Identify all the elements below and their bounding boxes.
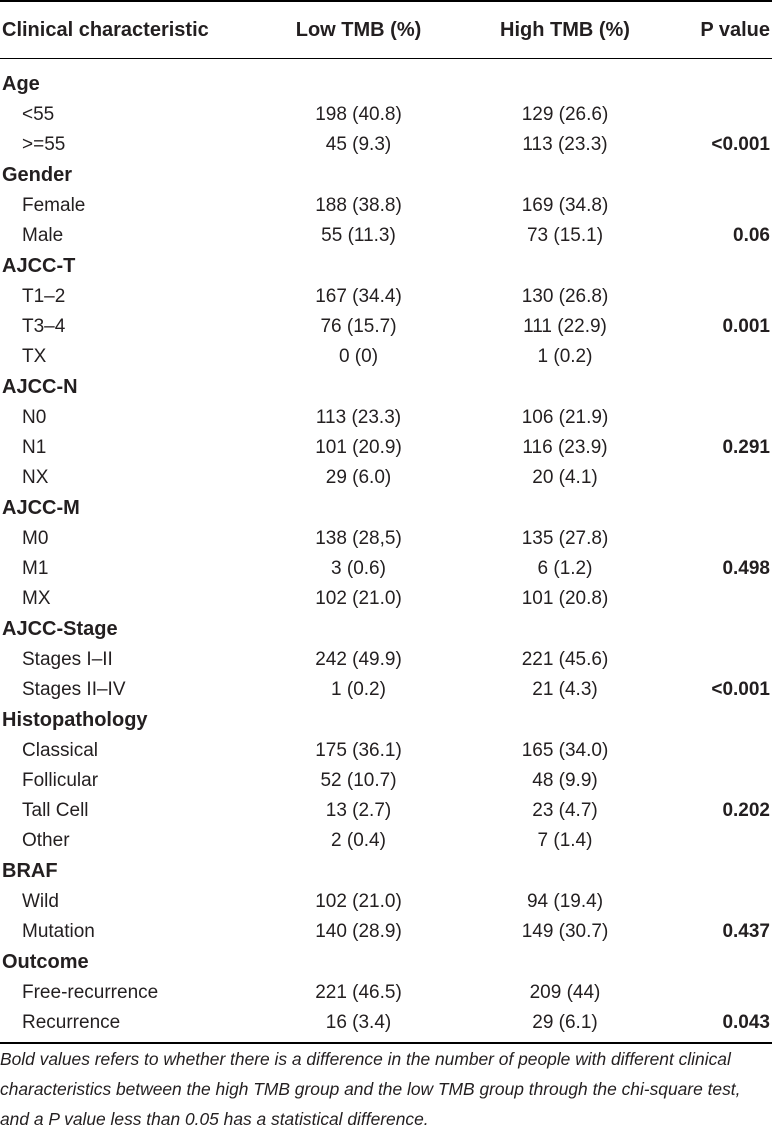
row-label: Wild	[22, 891, 59, 912]
high-tmb-cell: 165 (34.0)	[521, 740, 609, 761]
group-header-row	[0, 59, 772, 101]
p-value-cell	[671, 766, 772, 796]
header-low-tmb: Low TMB (%)	[258, 1, 459, 59]
low-tmb-cell: 138 (28,5)	[315, 528, 402, 549]
group-header-row	[0, 372, 772, 403]
high-tmb-cell: 149 (30.7)	[521, 921, 609, 942]
group-header-row	[0, 947, 772, 978]
row-label: Tall Cell	[22, 800, 89, 821]
group-header-row	[0, 614, 772, 645]
row-label: TX	[22, 346, 47, 367]
low-tmb-cell: 3 (0.6)	[331, 558, 386, 579]
low-tmb-cell: 16 (3.4)	[258, 1008, 459, 1043]
p-value-cell: 0.498	[722, 558, 770, 579]
p-value-cell	[671, 524, 772, 554]
p-value-cell	[671, 584, 772, 614]
group-header-row	[0, 705, 772, 736]
table-row	[0, 100, 772, 130]
high-tmb-cell: 221 (45.6)	[521, 649, 609, 670]
row-label: Other	[22, 830, 70, 851]
group-label: Histopathology	[2, 709, 148, 731]
row-label: N1	[22, 437, 47, 458]
p-value-cell: 0.043	[671, 1008, 772, 1043]
p-value-cell	[671, 282, 772, 312]
table-row	[0, 433, 772, 463]
p-value-cell: 0.437	[722, 921, 770, 942]
low-tmb-cell: 221 (46.5)	[315, 982, 402, 1003]
high-tmb-cell: 135 (27.8)	[521, 528, 609, 549]
table-row	[0, 736, 772, 766]
group-header-row	[0, 251, 772, 282]
low-tmb-cell: 52 (10.7)	[320, 770, 397, 791]
row-label: Male	[22, 225, 64, 246]
p-value-cell: <0.001	[711, 134, 770, 155]
row-label: Female	[22, 195, 86, 216]
high-tmb-cell: 113 (23.3)	[522, 134, 608, 155]
p-value-cell: 0.001	[722, 316, 770, 337]
high-tmb-cell: 6 (1.2)	[537, 558, 593, 579]
low-tmb-cell: 45 (9.3)	[325, 134, 392, 155]
high-tmb-cell: 116 (23.9)	[522, 437, 608, 458]
p-value-cell	[671, 342, 772, 372]
p-value-cell	[671, 978, 772, 1008]
table-row	[0, 463, 772, 493]
low-tmb-cell: 1 (0.2)	[331, 679, 386, 700]
row-label: M1	[22, 558, 49, 579]
p-value-cell: 0.202	[722, 800, 770, 821]
table-row	[0, 221, 772, 251]
row-label: M0	[22, 528, 49, 549]
p-value-cell	[671, 191, 772, 221]
table-row	[0, 130, 772, 160]
high-tmb-cell: 23 (4.7)	[532, 800, 598, 821]
p-value-cell	[671, 100, 772, 130]
low-tmb-cell: 13 (2.7)	[325, 800, 392, 821]
low-tmb-cell: 2 (0.4)	[331, 830, 386, 851]
high-tmb-cell: 106 (21.9)	[521, 407, 609, 428]
low-tmb-cell: 102 (21.0)	[315, 891, 402, 912]
header-high-tmb: High TMB (%)	[459, 1, 671, 59]
table-row	[0, 312, 772, 342]
table-row	[0, 403, 772, 433]
table-row	[0, 1008, 772, 1043]
high-tmb-cell: 209 (44)	[529, 982, 601, 1003]
table-row	[0, 342, 772, 372]
table-row	[0, 675, 772, 705]
header-characteristic: Clinical characteristic	[0, 1, 258, 59]
low-tmb-cell: 102 (21.0)	[315, 588, 402, 609]
high-tmb-cell: 130 (26.8)	[521, 286, 609, 307]
table-row	[0, 645, 772, 675]
table-row	[0, 978, 772, 1008]
table-row	[0, 191, 772, 221]
row-label: >=55	[22, 134, 66, 155]
high-tmb-cell: 94 (19.4)	[526, 891, 604, 912]
group-header-row	[0, 856, 772, 887]
low-tmb-cell: 140 (28.9)	[315, 921, 402, 942]
low-tmb-cell: 76 (15.7)	[320, 316, 397, 337]
high-tmb-cell: 129 (26.6)	[521, 104, 609, 125]
table-footnote: Bold values refers to whether there is a difference in the number of people with different clinical characteristics between the high TMB group and the low TMB group through the chi-square test, and a P value less than 0.05 has a statistical difference.	[0, 1049, 741, 1129]
header-row	[0, 1, 772, 59]
group-label: Outcome	[2, 951, 89, 973]
high-tmb-cell: 101 (20.8)	[521, 588, 609, 609]
p-value-cell	[671, 887, 772, 917]
table-row	[0, 826, 772, 856]
table-row	[0, 524, 772, 554]
row-label: Mutation	[22, 921, 95, 942]
group-label: AJCC-N	[2, 376, 78, 398]
group-label: Age	[2, 73, 40, 95]
high-tmb-cell: 20 (4.1)	[532, 467, 598, 488]
row-label: Classical	[22, 740, 99, 761]
p-value-cell	[671, 463, 772, 493]
group-header-row	[0, 160, 772, 191]
p-value-cell: <0.001	[711, 679, 770, 700]
row-label: <55	[22, 104, 55, 125]
low-tmb-cell: 113 (23.3)	[315, 407, 402, 428]
high-tmb-cell: 29 (6.1)	[459, 1008, 671, 1043]
group-label: AJCC-Stage	[2, 618, 118, 640]
group-label: BRAF	[2, 860, 58, 882]
table-row	[0, 887, 772, 917]
low-tmb-cell: 101 (20.9)	[315, 437, 402, 458]
row-label: T3–4	[22, 316, 66, 337]
low-tmb-cell: 0 (0)	[338, 346, 379, 367]
high-tmb-cell: 111 (22.9)	[523, 316, 607, 337]
group-label: AJCC-T	[2, 255, 76, 277]
group-label: Gender	[2, 164, 73, 186]
p-value-cell: 0.291	[722, 437, 770, 458]
row-label: Stages I–II	[22, 649, 113, 670]
p-value-cell	[671, 736, 772, 766]
p-value-cell	[671, 645, 772, 675]
high-tmb-cell: 73 (15.1)	[526, 225, 604, 246]
table-row	[0, 917, 772, 947]
low-tmb-cell: 242 (49.9)	[315, 649, 402, 670]
low-tmb-cell: 175 (36.1)	[315, 740, 402, 761]
header-p-value: P value	[671, 1, 772, 59]
row-label: N0	[22, 407, 47, 428]
table-row	[0, 766, 772, 796]
row-label: Recurrence	[0, 1008, 258, 1043]
row-label: Stages II–IV	[22, 679, 126, 700]
high-tmb-cell: 21 (4.3)	[532, 679, 598, 700]
table-row	[0, 554, 772, 584]
row-label: Free-recurrence	[22, 982, 159, 1003]
p-value-cell	[671, 826, 772, 856]
group-label: AJCC-M	[2, 497, 80, 519]
group-header-row	[0, 493, 772, 524]
high-tmb-cell: 169 (34.8)	[521, 195, 609, 216]
p-value-cell	[671, 403, 772, 433]
low-tmb-cell: 167 (34.4)	[315, 286, 402, 307]
high-tmb-cell: 48 (9.9)	[532, 770, 598, 791]
p-value-cell: 0.06	[733, 225, 770, 246]
low-tmb-cell: 188 (38.8)	[315, 195, 402, 216]
low-tmb-cell: 29 (6.0)	[325, 467, 392, 488]
low-tmb-cell: 55 (11.3)	[321, 225, 396, 246]
table-row	[0, 584, 772, 614]
high-tmb-cell: 7 (1.4)	[537, 830, 593, 851]
table-body	[0, 59, 772, 1044]
high-tmb-cell: 1 (0.2)	[537, 346, 593, 367]
table-row	[0, 282, 772, 312]
row-label: NX	[22, 467, 49, 488]
row-label: MX	[22, 588, 51, 609]
row-label: Follicular	[22, 770, 99, 791]
table-row	[0, 796, 772, 826]
low-tmb-cell: 198 (40.8)	[315, 104, 402, 125]
row-label: T1–2	[22, 286, 66, 307]
